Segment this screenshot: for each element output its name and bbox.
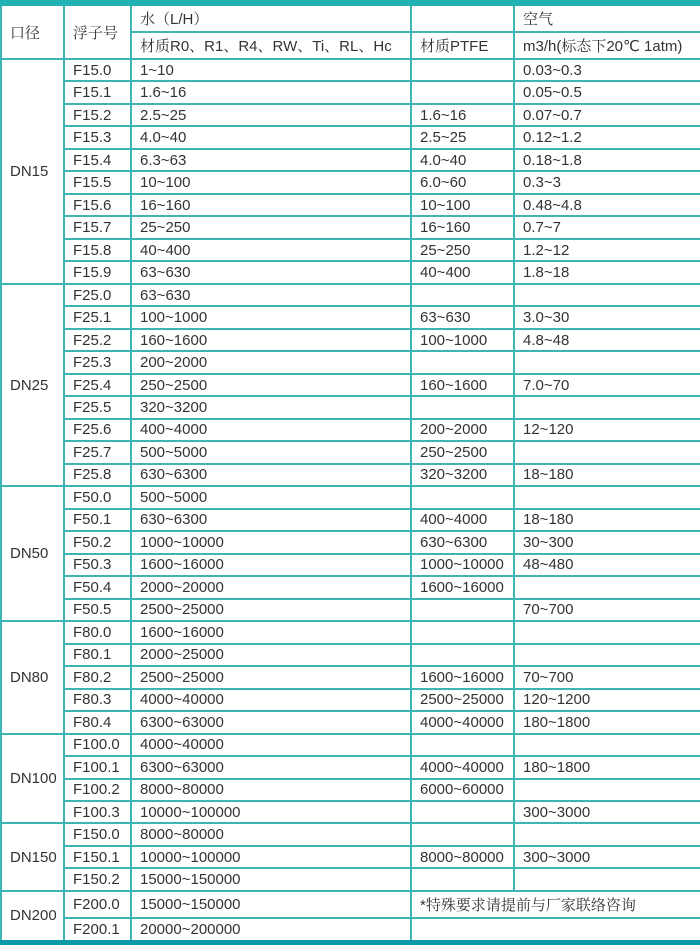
cell-diameter: DN25 <box>1 284 64 486</box>
cell-air <box>514 396 700 418</box>
cell-air: 0.18~1.8 <box>514 149 700 171</box>
cell-float-no: F25.1 <box>64 306 131 328</box>
cell-water: 200~2000 <box>131 351 411 373</box>
cell-water: 1600~16000 <box>131 621 411 643</box>
header-diameter: 口径 <box>1 3 64 59</box>
table-row <box>1 149 700 171</box>
cell-water: 6300~63000 <box>131 711 411 733</box>
table-row <box>1 464 700 486</box>
table-row <box>1 868 700 890</box>
cell-ptfe: 160~1600 <box>411 374 514 396</box>
cell-air: 120~1200 <box>514 689 700 711</box>
cell-water: 8000~80000 <box>131 823 411 845</box>
cell-ptfe: 4.0~40 <box>411 149 514 171</box>
cell-water: 320~3200 <box>131 396 411 418</box>
cell-ptfe: 400~4000 <box>411 509 514 531</box>
table-header <box>1 3 700 59</box>
table-row <box>1 734 700 756</box>
cell-ptfe <box>411 868 514 890</box>
cell-water: 2000~20000 <box>131 576 411 598</box>
cell-water: 4000~40000 <box>131 689 411 711</box>
cell-float-no: F50.4 <box>64 576 131 598</box>
cell-float-no: F25.7 <box>64 441 131 463</box>
header-ptfe-material: 材质PTFE <box>411 32 514 59</box>
cell-ptfe: 10~100 <box>411 194 514 216</box>
cell-ptfe <box>411 351 514 373</box>
cell-ptfe: 200~2000 <box>411 419 514 441</box>
cell-float-no: F50.2 <box>64 531 131 553</box>
cell-water: 1.6~16 <box>131 81 411 103</box>
cell-ptfe: 4000~40000 <box>411 756 514 778</box>
table-row <box>1 216 700 238</box>
header-air: 空气 <box>514 3 700 32</box>
cell-float-no: F25.6 <box>64 419 131 441</box>
cell-ptfe: 6000~60000 <box>411 779 514 801</box>
cell-ptfe: 320~3200 <box>411 464 514 486</box>
cell-water: 15000~150000 <box>131 891 411 918</box>
table-row <box>1 396 700 418</box>
cell-ptfe: 1000~10000 <box>411 554 514 576</box>
cell-water: 10000~100000 <box>131 801 411 823</box>
cell-air: 300~3000 <box>514 801 700 823</box>
header-float-no: 浮子号 <box>64 3 131 59</box>
cell-float-no: F15.5 <box>64 171 131 193</box>
table-row <box>1 823 700 845</box>
table-row <box>1 756 700 778</box>
table-row <box>1 486 700 508</box>
cell-air <box>514 779 700 801</box>
cell-air: 18~180 <box>514 509 700 531</box>
cell-diameter: DN200 <box>1 891 64 943</box>
cell-water: 500~5000 <box>131 486 411 508</box>
cell-float-no: F15.6 <box>64 194 131 216</box>
cell-air: 70~700 <box>514 666 700 688</box>
cell-float-no: F15.2 <box>64 104 131 126</box>
cell-ptfe <box>411 486 514 508</box>
cell-air: 0.3~3 <box>514 171 700 193</box>
cell-air <box>514 823 700 845</box>
header-water: 水（L/H） <box>131 3 411 32</box>
cell-float-no: F25.4 <box>64 374 131 396</box>
cell-ptfe: 40~400 <box>411 261 514 283</box>
cell-ptfe: 6.0~60 <box>411 171 514 193</box>
table-row <box>1 689 700 711</box>
cell-ptfe: 630~6300 <box>411 531 514 553</box>
table-row <box>1 284 700 306</box>
cell-water: 500~5000 <box>131 441 411 463</box>
table-row <box>1 711 700 733</box>
cell-diameter: DN150 <box>1 823 64 890</box>
cell-float-no: F25.0 <box>64 284 131 306</box>
cell-float-no: F80.3 <box>64 689 131 711</box>
cell-ptfe <box>411 644 514 666</box>
cell-float-no: F50.0 <box>64 486 131 508</box>
table-row <box>1 554 700 576</box>
cell-water: 10000~100000 <box>131 846 411 868</box>
table-row <box>1 261 700 283</box>
table-row <box>1 59 700 81</box>
table-body <box>1 59 700 943</box>
cell-water: 25~250 <box>131 216 411 238</box>
cell-float-no: F15.1 <box>64 81 131 103</box>
cell-float-no: F80.1 <box>64 644 131 666</box>
table-row <box>1 918 700 942</box>
cell-water: 250~2500 <box>131 374 411 396</box>
cell-float-no: F80.0 <box>64 621 131 643</box>
cell-ptfe <box>411 59 514 81</box>
table-row <box>1 441 700 463</box>
cell-float-no: F200.0 <box>64 891 131 918</box>
cell-ptfe: 1600~16000 <box>411 576 514 598</box>
cell-float-no: F100.1 <box>64 756 131 778</box>
header-water-material: 材质R0、R1、R4、RW、Ti、RL、Hc <box>131 32 411 59</box>
cell-water: 63~630 <box>131 261 411 283</box>
cell-ptfe <box>411 801 514 823</box>
cell-water: 1000~10000 <box>131 531 411 553</box>
cell-water: 2000~25000 <box>131 644 411 666</box>
cell-ptfe <box>411 621 514 643</box>
cell-air: 3.0~30 <box>514 306 700 328</box>
table-row <box>1 666 700 688</box>
cell-air: 0.48~4.8 <box>514 194 700 216</box>
cell-air: 48~480 <box>514 554 700 576</box>
cell-water: 20000~200000 <box>131 918 411 942</box>
cell-air: 180~1800 <box>514 756 700 778</box>
cell-water: 630~6300 <box>131 509 411 531</box>
table-row <box>1 306 700 328</box>
cell-ptfe <box>411 396 514 418</box>
cell-float-no: F100.0 <box>64 734 131 756</box>
cell-air: 4.8~48 <box>514 329 700 351</box>
cell-float-no: F150.1 <box>64 846 131 868</box>
cell-ptfe: 2.5~25 <box>411 126 514 148</box>
cell-float-no: F15.4 <box>64 149 131 171</box>
cell-float-no: F25.2 <box>64 329 131 351</box>
cell-ptfe <box>411 599 514 621</box>
cell-float-no: F15.9 <box>64 261 131 283</box>
cell-air: 70~700 <box>514 599 700 621</box>
table-row <box>1 801 700 823</box>
table-row <box>1 509 700 531</box>
cell-water: 4.0~40 <box>131 126 411 148</box>
cell-air: 180~1800 <box>514 711 700 733</box>
cell-ptfe <box>411 823 514 845</box>
cell-air: 30~300 <box>514 531 700 553</box>
cell-water: 40~400 <box>131 239 411 261</box>
cell-float-no: F100.2 <box>64 779 131 801</box>
cell-air <box>514 351 700 373</box>
cell-water: 2.5~25 <box>131 104 411 126</box>
cell-water: 15000~150000 <box>131 868 411 890</box>
table-row <box>1 531 700 553</box>
cell-float-no: F80.2 <box>64 666 131 688</box>
cell-water: 10~100 <box>131 171 411 193</box>
cell-water: 400~4000 <box>131 419 411 441</box>
cell-float-no: F25.5 <box>64 396 131 418</box>
table-row <box>1 891 700 918</box>
table-row <box>1 351 700 373</box>
cell-float-no: F150.0 <box>64 823 131 845</box>
header-air-unit: m3/h(标态下20℃ 1atm) <box>514 32 700 59</box>
cell-air: 1.8~18 <box>514 261 700 283</box>
table-row <box>1 239 700 261</box>
cell-air <box>514 734 700 756</box>
table-row <box>1 104 700 126</box>
cell-float-no: F15.0 <box>64 59 131 81</box>
cell-air: 12~120 <box>514 419 700 441</box>
cell-air: 1.2~12 <box>514 239 700 261</box>
cell-air <box>514 284 700 306</box>
cell-float-no: F80.4 <box>64 711 131 733</box>
cell-water: 630~6300 <box>131 464 411 486</box>
cell-air: 300~3000 <box>514 846 700 868</box>
cell-ptfe: 4000~40000 <box>411 711 514 733</box>
cell-air: 0.12~1.2 <box>514 126 700 148</box>
cell-diameter: DN50 <box>1 486 64 621</box>
cell-air: 7.0~70 <box>514 374 700 396</box>
cell-air: 0.07~0.7 <box>514 104 700 126</box>
cell-float-no: F200.1 <box>64 918 131 942</box>
cell-ptfe <box>411 734 514 756</box>
cell-air <box>514 441 700 463</box>
cell-water: 63~630 <box>131 284 411 306</box>
cell-note <box>411 918 700 942</box>
table-row <box>1 126 700 148</box>
cell-air <box>514 644 700 666</box>
table-row <box>1 171 700 193</box>
cell-water: 160~1600 <box>131 329 411 351</box>
cell-ptfe: 2500~25000 <box>411 689 514 711</box>
cell-air <box>514 576 700 598</box>
cell-float-no: F15.8 <box>64 239 131 261</box>
cell-float-no: F25.3 <box>64 351 131 373</box>
cell-float-no: F15.3 <box>64 126 131 148</box>
cell-air: 0.7~7 <box>514 216 700 238</box>
table-row <box>1 329 700 351</box>
table-row <box>1 779 700 801</box>
cell-water: 1~10 <box>131 59 411 81</box>
cell-note: *特殊要求请提前与厂家联络咨询 <box>411 891 700 918</box>
cell-water: 100~1000 <box>131 306 411 328</box>
cell-diameter: DN15 <box>1 59 64 284</box>
cell-air <box>514 868 700 890</box>
cell-water: 2500~25000 <box>131 666 411 688</box>
cell-water: 1600~16000 <box>131 554 411 576</box>
cell-ptfe: 250~2500 <box>411 441 514 463</box>
cell-air <box>514 621 700 643</box>
cell-ptfe <box>411 81 514 103</box>
cell-ptfe: 8000~80000 <box>411 846 514 868</box>
cell-water: 6.3~63 <box>131 149 411 171</box>
cell-ptfe: 1.6~16 <box>411 104 514 126</box>
cell-water: 8000~80000 <box>131 779 411 801</box>
cell-water: 6300~63000 <box>131 756 411 778</box>
cell-water: 2500~25000 <box>131 599 411 621</box>
cell-float-no: F50.3 <box>64 554 131 576</box>
cell-ptfe <box>411 284 514 306</box>
table-row <box>1 599 700 621</box>
cell-ptfe: 100~1000 <box>411 329 514 351</box>
table-row <box>1 374 700 396</box>
cell-water: 16~160 <box>131 194 411 216</box>
cell-ptfe: 25~250 <box>411 239 514 261</box>
header-water-spacer <box>411 3 514 32</box>
header-row-1 <box>1 3 700 32</box>
table-row <box>1 194 700 216</box>
table-row <box>1 419 700 441</box>
cell-diameter: DN100 <box>1 734 64 824</box>
table-row <box>1 81 700 103</box>
cell-float-no: F15.7 <box>64 216 131 238</box>
table-row <box>1 846 700 868</box>
cell-ptfe: 16~160 <box>411 216 514 238</box>
cell-air: 18~180 <box>514 464 700 486</box>
cell-ptfe: 1600~16000 <box>411 666 514 688</box>
cell-float-no: F150.2 <box>64 868 131 890</box>
cell-float-no: F50.1 <box>64 509 131 531</box>
table-row <box>1 644 700 666</box>
cell-air <box>514 486 700 508</box>
table-row <box>1 576 700 598</box>
table-row <box>1 621 700 643</box>
cell-air: 0.03~0.3 <box>514 59 700 81</box>
cell-ptfe: 63~630 <box>411 306 514 328</box>
cell-diameter: DN80 <box>1 621 64 733</box>
cell-air: 0.05~0.5 <box>514 81 700 103</box>
cell-float-no: F100.3 <box>64 801 131 823</box>
cell-float-no: F50.5 <box>64 599 131 621</box>
cell-float-no: F25.8 <box>64 464 131 486</box>
cell-water: 4000~40000 <box>131 734 411 756</box>
